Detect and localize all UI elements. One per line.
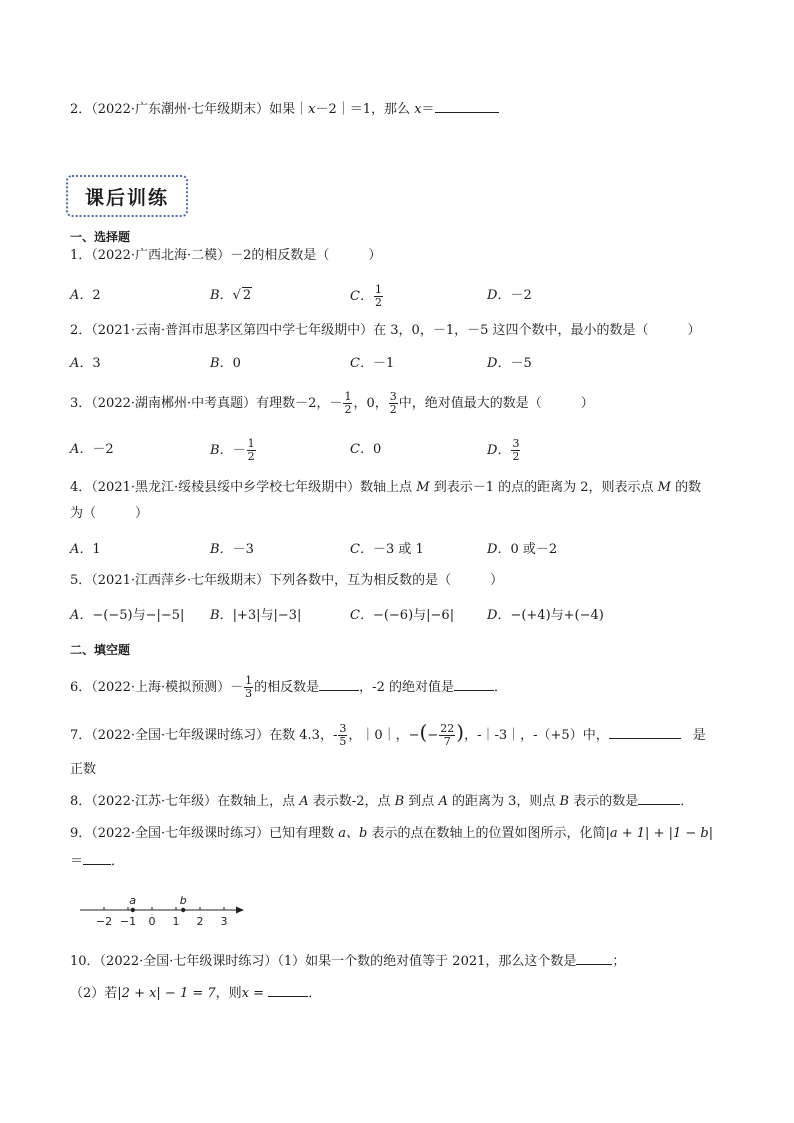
section-title: 课后训练 (84, 186, 169, 209)
section-title-box (66, 175, 188, 217)
question-7-line2: 正数 (70, 762, 97, 777)
option-d: D．0 或－2 (487, 542, 558, 557)
answer-blank (435, 98, 499, 113)
option-b: B．0 (210, 356, 241, 371)
number-line-figure (78, 886, 248, 934)
question-9: 9．（2022·全国·七年级课时练习）已知有理数 a、b 表示的点在数轴上的位置如图所示，化简|a + 1| + |1 − b| (70, 826, 714, 841)
option-a: A．3 (70, 356, 101, 371)
question-number: 2． (70, 102, 92, 117)
question-number: 3． (70, 396, 92, 411)
question-6: 6．（2022·上海·模拟预测）－ $\frac{1}{3}$ 的相反数是 ，-2 的绝对值是 ． (70, 674, 507, 700)
option-d: D． $\frac{3}{2}$ (487, 437, 520, 463)
question-4-line2: 为（ ） (70, 506, 149, 521)
point-b (181, 908, 185, 912)
answer-blank (268, 982, 308, 997)
question-source: （2021·云南·普洱市思茅区第四中学七年级期中） (91, 323, 374, 338)
question-number: 8． (70, 794, 92, 809)
point-label-b: b (179, 894, 187, 907)
question-number: 7． (70, 728, 92, 743)
question-number: 6． (70, 680, 92, 695)
question-source: （2022·江苏·七年级） (91, 794, 218, 809)
answer-blank (83, 850, 111, 865)
question-2: 2．（2021·云南·普洱市思茅区第四中学七年级期中）在 3，0，－1，－5 这四个数中，最小的数是（ ） (70, 323, 701, 338)
question-number: 9． (70, 826, 92, 841)
option-b: B．|+3|与|−3| (210, 608, 302, 623)
question-source: （2022·广西北海·二模） (91, 248, 231, 263)
question-number: 10． (70, 954, 100, 969)
answer-blank (609, 724, 681, 739)
question-10-line2: （2）若|2 + x| − 1 = 7，则x = ． (70, 982, 724, 1004)
section-heading-choice: 一、选择题 (70, 230, 131, 244)
axis-tick-label: 0 (148, 915, 156, 928)
option-a: A．2 (70, 288, 101, 303)
question-source: （2022·全国·七年级课时练习） (91, 728, 270, 743)
option-d: D．－2 (487, 288, 532, 303)
option-a: A．1 (70, 542, 101, 557)
question-number: 1． (70, 248, 92, 263)
question-1: 1．（2022·广西北海·二模）－2的相反数是（ ） (70, 248, 382, 263)
axis-tick-label: 1 (172, 915, 180, 928)
question-source: （2022·湖南郴州·中考真题） (91, 396, 257, 411)
option-a: A．−(−5)与−|−5| (70, 608, 185, 623)
axis-tick-label: 3 (220, 915, 228, 928)
question-2-top: 2．（2022·广东潮州·七年级期末）如果｜x－2｜＝1，那么 x＝ (70, 98, 724, 120)
answer-blank (454, 676, 494, 691)
axis-tick-label: −2 (95, 915, 113, 928)
question-number: 4． (70, 480, 92, 495)
option-a: A．－2 (70, 442, 114, 457)
option-c: C．－3 或 1 (350, 542, 424, 557)
option-c: C．－1 (350, 356, 395, 371)
question-7: 7．（2022·全国·七年级课时练习）在数 4.3，- $\frac{3}{5}$ ，｜0｜，−(− $\frac{22}{7}$ )，-｜-3｜，-（+5）中， 是 (70, 720, 706, 748)
axis-tick-label: −1 (119, 915, 137, 928)
question-source: （2022·上海·模拟预测） (91, 680, 231, 695)
question-5: 5．（2021·江西萍乡·七年级期末）下列各数中，互为相反数的是（ ） (70, 573, 504, 588)
question-source: （2022·全国·七年级课时练习） (91, 826, 270, 841)
option-d: D．－5 (487, 356, 532, 371)
point-label-a: a (129, 894, 137, 907)
answer-blank (319, 676, 359, 691)
option-b: B．－3 (210, 542, 254, 557)
question-source: （2022·全国·七年级课时练习） (99, 954, 278, 969)
question-9-line2: ＝ ． (70, 850, 724, 872)
answer-blank (638, 790, 680, 805)
question-4: 4．（2021·黑龙江·绥棱县绥中乡学校七年级期中）数轴上点 M 到表示－1 的点的距离为 2，则表示点 M 的数 (70, 480, 702, 495)
option-c: C．−(−6)与|−6| (350, 608, 455, 623)
option-b: B．√ 2 (210, 288, 252, 303)
answer-blank (576, 950, 612, 965)
number-line-arrow (236, 907, 244, 914)
option-c: C．0 (350, 442, 382, 457)
question-number: 5． (70, 573, 92, 588)
question-8: 8．（2022·江苏·七年级）在数轴上，点 A 表示数-2，点 B 到点 A 的距离为 3，则点 B 表示的数是 ． (70, 790, 724, 812)
question-number: 2． (70, 323, 92, 338)
question-3: 3．（2022·湖南郴州·中考真题）有理数－2，－ $\frac{1}{2}$ ，0， $\frac{3}{2}$ 中，绝对值最大的数是（ ） (70, 390, 594, 416)
axis-tick-label: 2 (196, 915, 204, 928)
question-10: 10．（2022·全国·七年级课时练习）（1）如果一个数的绝对值等于 2021，那么这个数是 ； (70, 950, 724, 972)
question-source: （2022·广东潮州·七年级期末） (91, 102, 270, 117)
point-a (131, 908, 135, 912)
option-d: D．−(+4)与+(−4) (487, 608, 604, 623)
section-heading-fill: 二、填空题 (70, 643, 131, 657)
option-c: C． $\frac{1}{2}$ (350, 283, 382, 309)
question-source: （2021·江西萍乡·七年级期末） (91, 573, 270, 588)
question-source: （2021·黑龙江·绥棱县绥中乡学校七年级期中） (91, 480, 361, 495)
option-b: B．－ $\frac{1}{2}$ (210, 437, 255, 463)
